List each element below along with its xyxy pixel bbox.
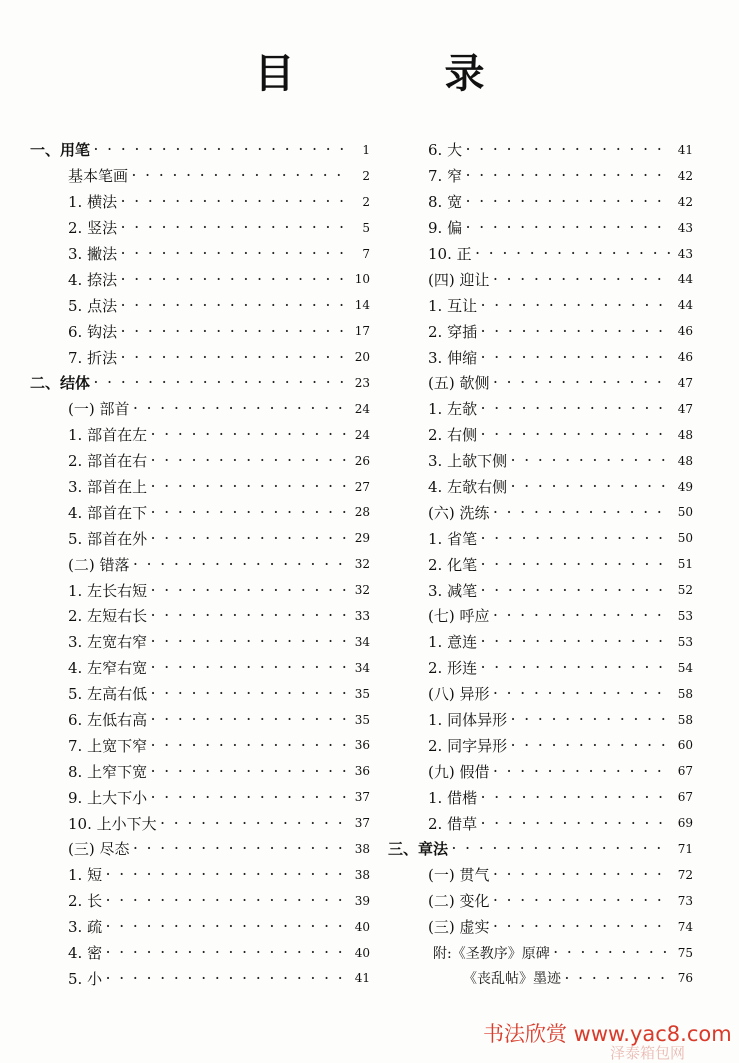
dot-leader — [481, 661, 671, 674]
dot-leader — [151, 661, 348, 674]
toc-entry-label: 3. 部首在上 — [68, 478, 148, 497]
toc-entry[interactable] — [388, 810, 693, 836]
toc-entry[interactable] — [388, 655, 693, 681]
toc-entry-page: 2 — [362, 168, 370, 183]
toc-entry-label: 1. 部首在左 — [68, 426, 148, 445]
toc-entry-label: 2. 穿插 — [428, 322, 478, 341]
toc-entry-page: 47 — [677, 375, 693, 390]
toc-entry[interactable] — [388, 758, 693, 784]
toc-entry-label: (二) 变化 — [428, 892, 490, 911]
dot-leader — [511, 713, 671, 726]
dot-leader — [554, 946, 671, 959]
toc-entry[interactable] — [388, 499, 693, 525]
toc-entry[interactable] — [30, 292, 370, 318]
toc-entry-label: 4. 密 — [68, 944, 103, 963]
toc-entry[interactable] — [388, 241, 693, 267]
dot-leader — [121, 325, 348, 338]
dot-leader — [151, 713, 348, 726]
dot-leader — [493, 920, 671, 933]
toc-entry-label: 2. 竖法 — [68, 219, 118, 238]
toc-entry-label: 3. 伸缩 — [428, 348, 478, 367]
toc-entry-page: 51 — [677, 557, 693, 572]
toc-entry-label: (四) 迎让 — [428, 270, 490, 289]
dot-leader — [481, 558, 671, 571]
toc-entry[interactable] — [30, 189, 370, 215]
dot-leader — [94, 143, 348, 156]
toc-entry-page: 27 — [354, 479, 370, 494]
dot-leader — [493, 609, 671, 622]
toc-entry-page: 58 — [677, 712, 693, 727]
dot-leader — [151, 480, 348, 493]
toc-entry-label: 1. 横法 — [68, 193, 118, 212]
toc-entry-page: 38 — [354, 841, 370, 856]
toc-entry-label: 6. 大 — [428, 141, 463, 160]
toc-entry-page: 60 — [677, 738, 693, 753]
toc-entry[interactable] — [30, 888, 370, 914]
toc-entry[interactable] — [30, 810, 370, 836]
toc-entry[interactable] — [388, 784, 693, 810]
toc-entry-page: 36 — [354, 738, 370, 753]
dot-leader — [481, 402, 671, 415]
dot-leader — [151, 791, 348, 804]
toc-entry-page: 44 — [677, 298, 693, 313]
toc-entry[interactable] — [388, 189, 693, 215]
toc-entry-label: 1. 左长右短 — [68, 581, 148, 600]
dot-leader — [106, 894, 348, 907]
toc-entry-page: 53 — [677, 608, 693, 623]
dot-leader — [151, 765, 348, 778]
dot-leader — [466, 221, 671, 234]
dot-leader — [151, 687, 348, 700]
toc-entry[interactable] — [30, 499, 370, 525]
toc-entry-page: 7 — [362, 246, 370, 261]
toc-entry-label: (一) 贯气 — [428, 866, 490, 885]
toc-entry-page: 49 — [677, 479, 693, 494]
toc-entry-label: 5. 小 — [68, 969, 103, 988]
toc-entry-label: 4. 捺法 — [68, 270, 118, 289]
toc-entry-page: 75 — [677, 945, 693, 960]
toc-entry-label: 5. 部首在外 — [68, 529, 148, 548]
toc-entry-page: 43 — [677, 246, 693, 261]
toc-entry-label: 2. 长 — [68, 892, 103, 911]
toc-entry-page: 44 — [677, 272, 693, 287]
dot-leader — [511, 480, 671, 493]
dot-leader — [151, 635, 348, 648]
toc-entry-label: (二) 错落 — [68, 555, 130, 574]
dot-leader — [493, 765, 671, 778]
dot-leader — [121, 299, 348, 312]
toc-entry-label: 1. 借楷 — [428, 788, 478, 807]
watermark-brand: 泽泰箱包网 — [610, 1044, 686, 1062]
toc-entry-label: 一、用笔 — [30, 141, 91, 160]
toc-entry[interactable] — [30, 966, 370, 992]
toc-entry-page: 10 — [354, 272, 370, 287]
toc-entry-label: (八) 异形 — [428, 685, 490, 704]
toc-entry-page: 46 — [677, 324, 693, 339]
toc-entry-page: 71 — [677, 841, 693, 856]
toc-entry-label: 7. 折法 — [68, 348, 118, 367]
dot-leader — [132, 169, 348, 182]
toc-entry[interactable] — [388, 344, 693, 370]
toc-entry-page: 2 — [362, 194, 370, 209]
toc-entry[interactable] — [388, 551, 693, 577]
toc-entry-page: 42 — [677, 194, 693, 209]
dot-leader — [121, 273, 348, 286]
toc-entry-page: 67 — [677, 790, 693, 805]
toc-entry-label: 2. 左短右长 — [68, 607, 148, 626]
toc-entry[interactable] — [388, 577, 693, 603]
toc-entry-page: 36 — [354, 764, 370, 779]
toc-entry-page: 69 — [677, 816, 693, 831]
toc-entry[interactable] — [388, 318, 693, 344]
toc-entry[interactable] — [388, 396, 693, 422]
toc-entry-page: 43 — [677, 220, 693, 235]
toc-entry-page: 32 — [354, 583, 370, 598]
toc-entry-page: 29 — [354, 531, 370, 546]
dot-leader — [481, 299, 671, 312]
toc-entry-page: 72 — [677, 867, 693, 882]
toc-entry[interactable] — [388, 629, 693, 655]
toc-entry[interactable] — [30, 603, 370, 629]
dot-leader — [466, 195, 671, 208]
toc-entry-label: 1. 短 — [68, 866, 103, 885]
toc-entry-label: (一) 部首 — [68, 400, 130, 419]
toc-entry[interactable] — [30, 525, 370, 551]
toc-right-column — [388, 137, 693, 991]
toc-entry[interactable] — [30, 448, 370, 474]
toc-entry-label: 9. 上大下小 — [68, 788, 148, 807]
dot-leader — [481, 791, 671, 804]
dot-leader — [493, 894, 671, 907]
toc-entry-label: 2. 同字异形 — [428, 736, 508, 755]
dot-leader — [493, 687, 671, 700]
toc-entry-page: 38 — [354, 867, 370, 882]
toc-entry[interactable] — [30, 655, 370, 681]
toc-entry[interactable] — [30, 215, 370, 241]
toc-entry-page: 28 — [354, 505, 370, 520]
toc-entry[interactable] — [30, 914, 370, 940]
dot-leader — [151, 428, 348, 441]
toc-entry-page: 58 — [677, 686, 693, 701]
dot-leader — [481, 532, 671, 545]
toc-entry-label: 4. 左欹右侧 — [428, 478, 508, 497]
toc-entry-label: 8. 宽 — [428, 193, 463, 212]
toc-entry-label: 5. 点法 — [68, 296, 118, 315]
toc-entry[interactable] — [388, 137, 693, 163]
toc-entry-page: 14 — [354, 298, 370, 313]
toc-entry[interactable] — [388, 836, 693, 862]
dot-leader — [133, 558, 348, 571]
dot-leader — [106, 972, 348, 985]
dot-leader — [493, 273, 671, 286]
toc-entry[interactable] — [30, 836, 370, 862]
dot-leader — [511, 739, 671, 752]
dot-leader — [481, 817, 671, 830]
dot-leader — [133, 402, 348, 415]
toc-entry-label: (三) 尽态 — [68, 840, 130, 859]
toc-entry-label: 1. 同体异形 — [428, 711, 508, 730]
toc-entry[interactable] — [30, 266, 370, 292]
toc-entry-label: 4. 部首在下 — [68, 503, 148, 522]
dot-leader — [493, 506, 671, 519]
toc-entry-page: 40 — [354, 919, 370, 934]
toc-entry[interactable] — [388, 966, 693, 992]
toc-entry[interactable] — [30, 681, 370, 707]
toc-entry-page: 20 — [354, 350, 370, 365]
dot-leader — [151, 506, 348, 519]
toc-entry-label: 2. 化笔 — [428, 555, 478, 574]
toc-entry-label: 2. 部首在右 — [68, 452, 148, 471]
toc-entry-label: 三、章法 — [388, 840, 449, 859]
toc-entry-page: 41 — [354, 971, 370, 986]
dot-leader — [481, 635, 671, 648]
toc-entry[interactable] — [388, 422, 693, 448]
dot-leader — [481, 584, 671, 597]
toc-entry-page: 24 — [354, 427, 370, 442]
toc-entry[interactable] — [388, 707, 693, 733]
toc-entry[interactable] — [30, 551, 370, 577]
dot-leader — [133, 842, 348, 855]
toc-entry[interactable] — [30, 784, 370, 810]
toc-entry[interactable] — [30, 940, 370, 966]
toc-entry[interactable] — [30, 318, 370, 344]
toc-entry[interactable] — [388, 525, 693, 551]
toc-entry-label: 6. 左低右高 — [68, 711, 148, 730]
toc-entry-page: 34 — [354, 660, 370, 675]
dot-leader — [565, 972, 671, 985]
toc-entry[interactable] — [30, 396, 370, 422]
toc-entry-page: 23 — [354, 375, 370, 390]
dot-leader — [481, 428, 671, 441]
toc-entry-label: 2. 借草 — [428, 814, 478, 833]
toc-entry-page: 17 — [354, 324, 370, 339]
toc-entry-label: (五) 欹侧 — [428, 374, 490, 393]
toc-entry-page: 40 — [354, 945, 370, 960]
toc-entry[interactable] — [30, 137, 370, 163]
toc-entry-page: 76 — [677, 971, 693, 986]
toc-entry-label: 3. 撇法 — [68, 245, 118, 263]
toc-entry-label: 1. 互让 — [428, 296, 478, 315]
toc-entry-page: 35 — [354, 712, 370, 727]
toc-entry-label: (七) 呼应 — [428, 607, 490, 626]
toc-entry-label: 2. 右侧 — [428, 426, 478, 445]
toc-entry[interactable] — [388, 888, 693, 914]
toc-entry-page: 33 — [354, 608, 370, 623]
toc-entry-label: 附:《圣教序》原碑 — [433, 945, 550, 962]
toc-entry-label: 1. 意连 — [428, 633, 478, 652]
toc-entry[interactable] — [388, 448, 693, 474]
toc-entry-label: 3. 左宽右窄 — [68, 633, 148, 652]
toc-entry-label: 《丧乱帖》墨迹 — [463, 971, 561, 988]
toc-entry[interactable] — [388, 681, 693, 707]
toc-entry-label: 2. 形连 — [428, 659, 478, 678]
toc-entry[interactable] — [30, 370, 370, 396]
toc-entry-label: 3. 上欹下侧 — [428, 452, 508, 471]
toc-entry-label: 3. 减笔 — [428, 581, 478, 600]
toc-entry-page: 26 — [354, 453, 370, 468]
toc-entry-label: 基本笔画 — [68, 167, 129, 186]
toc-entry-label: 10. 正 — [428, 245, 472, 263]
dot-leader — [151, 584, 348, 597]
toc-entry[interactable] — [388, 215, 693, 241]
toc-entry-page: 34 — [354, 634, 370, 649]
toc-entry-label: 9. 偏 — [428, 219, 463, 238]
toc-entry-page: 42 — [677, 168, 693, 183]
toc-entry-label: 3. 疏 — [68, 918, 103, 937]
toc-entry[interactable] — [388, 862, 693, 888]
toc-entry-label: (九) 假借 — [428, 762, 490, 781]
toc-entry-page: 35 — [354, 686, 370, 701]
dot-leader — [493, 868, 671, 881]
toc-entry[interactable] — [30, 577, 370, 603]
dot-leader — [466, 169, 671, 182]
toc-entry-page: 48 — [677, 453, 693, 468]
dot-leader — [121, 221, 348, 234]
dot-leader — [151, 609, 348, 622]
dot-leader — [481, 325, 671, 338]
toc-entry[interactable] — [30, 758, 370, 784]
toc-entry-page: 37 — [354, 816, 370, 831]
toc-entry-label: 10. 上小下大 — [68, 814, 157, 833]
dot-leader — [476, 247, 671, 260]
watermark-site: 书法欣赏 www.yac8.com — [483, 1022, 732, 1046]
toc-entry-page: 74 — [677, 919, 693, 934]
toc-entry[interactable] — [388, 370, 693, 396]
toc-entry[interactable] — [388, 732, 693, 758]
dot-leader — [94, 376, 348, 389]
dot-leader — [481, 351, 671, 364]
dot-leader — [106, 946, 348, 959]
toc-entry-label: 4. 左窄右宽 — [68, 659, 148, 678]
toc-entry[interactable] — [30, 163, 370, 189]
toc-entry[interactable] — [30, 474, 370, 500]
toc-entry-page: 52 — [677, 583, 693, 598]
dot-leader — [121, 195, 348, 208]
toc-entry-label: 5. 左高右低 — [68, 685, 148, 704]
toc-entry[interactable] — [30, 707, 370, 733]
toc-entry-page: 46 — [677, 350, 693, 365]
toc-entry-page: 41 — [677, 142, 693, 157]
toc-entry[interactable] — [30, 629, 370, 655]
toc-entry-page: 37 — [354, 790, 370, 805]
toc-entry-label: 6. 钩法 — [68, 322, 118, 341]
dot-leader — [121, 247, 348, 260]
toc-entry[interactable] — [30, 422, 370, 448]
toc-entry-page: 50 — [677, 531, 693, 546]
dot-leader — [511, 454, 671, 467]
dot-leader — [161, 817, 348, 830]
toc-entry-page: 50 — [677, 505, 693, 520]
toc-entry-page: 5 — [362, 220, 370, 235]
toc-entry-page: 53 — [677, 634, 693, 649]
toc-left-column — [30, 137, 370, 991]
toc-entry[interactable] — [30, 862, 370, 888]
toc-entry-page: 73 — [677, 893, 693, 908]
dot-leader — [452, 842, 671, 855]
toc-entry-page: 54 — [677, 660, 693, 675]
dot-leader — [151, 454, 348, 467]
toc-entry-label: 8. 上窄下宽 — [68, 762, 148, 781]
toc-entry[interactable] — [30, 344, 370, 370]
toc-entry[interactable] — [388, 940, 693, 966]
toc-entry[interactable] — [388, 914, 693, 940]
toc-entry[interactable] — [388, 266, 693, 292]
dot-leader — [493, 376, 671, 389]
toc-entry-label: 1. 省笔 — [428, 529, 478, 548]
dot-leader — [106, 920, 348, 933]
page-title: 目 录 — [254, 51, 540, 97]
toc-entry[interactable] — [388, 163, 693, 189]
toc-entry-page: 67 — [677, 764, 693, 779]
toc-entry-label: (六) 洗练 — [428, 503, 490, 522]
dot-leader — [106, 868, 348, 881]
toc-entry-page: 48 — [677, 427, 693, 442]
dot-leader — [121, 351, 348, 364]
toc-entry-page: 47 — [677, 401, 693, 416]
toc-entry[interactable] — [30, 732, 370, 758]
toc-entry-label: 7. 上宽下窄 — [68, 736, 148, 755]
toc-entry[interactable] — [30, 241, 370, 267]
toc-entry[interactable] — [388, 292, 693, 318]
toc-entry-label: 二、结体 — [30, 374, 91, 393]
toc-entry-page: 32 — [354, 557, 370, 572]
dot-leader — [151, 739, 348, 752]
toc-entry[interactable] — [388, 603, 693, 629]
toc-entry-page: 1 — [362, 142, 370, 157]
toc-entry-label: 1. 左欹 — [428, 400, 478, 419]
toc-entry-page: 24 — [354, 401, 370, 416]
dot-leader — [151, 532, 348, 545]
toc-entry-label: 7. 窄 — [428, 167, 463, 186]
toc-entry-page: 39 — [354, 893, 370, 908]
dot-leader — [466, 143, 671, 156]
toc-entry-label: (三) 虚实 — [428, 918, 490, 937]
toc-entry[interactable] — [388, 474, 693, 500]
